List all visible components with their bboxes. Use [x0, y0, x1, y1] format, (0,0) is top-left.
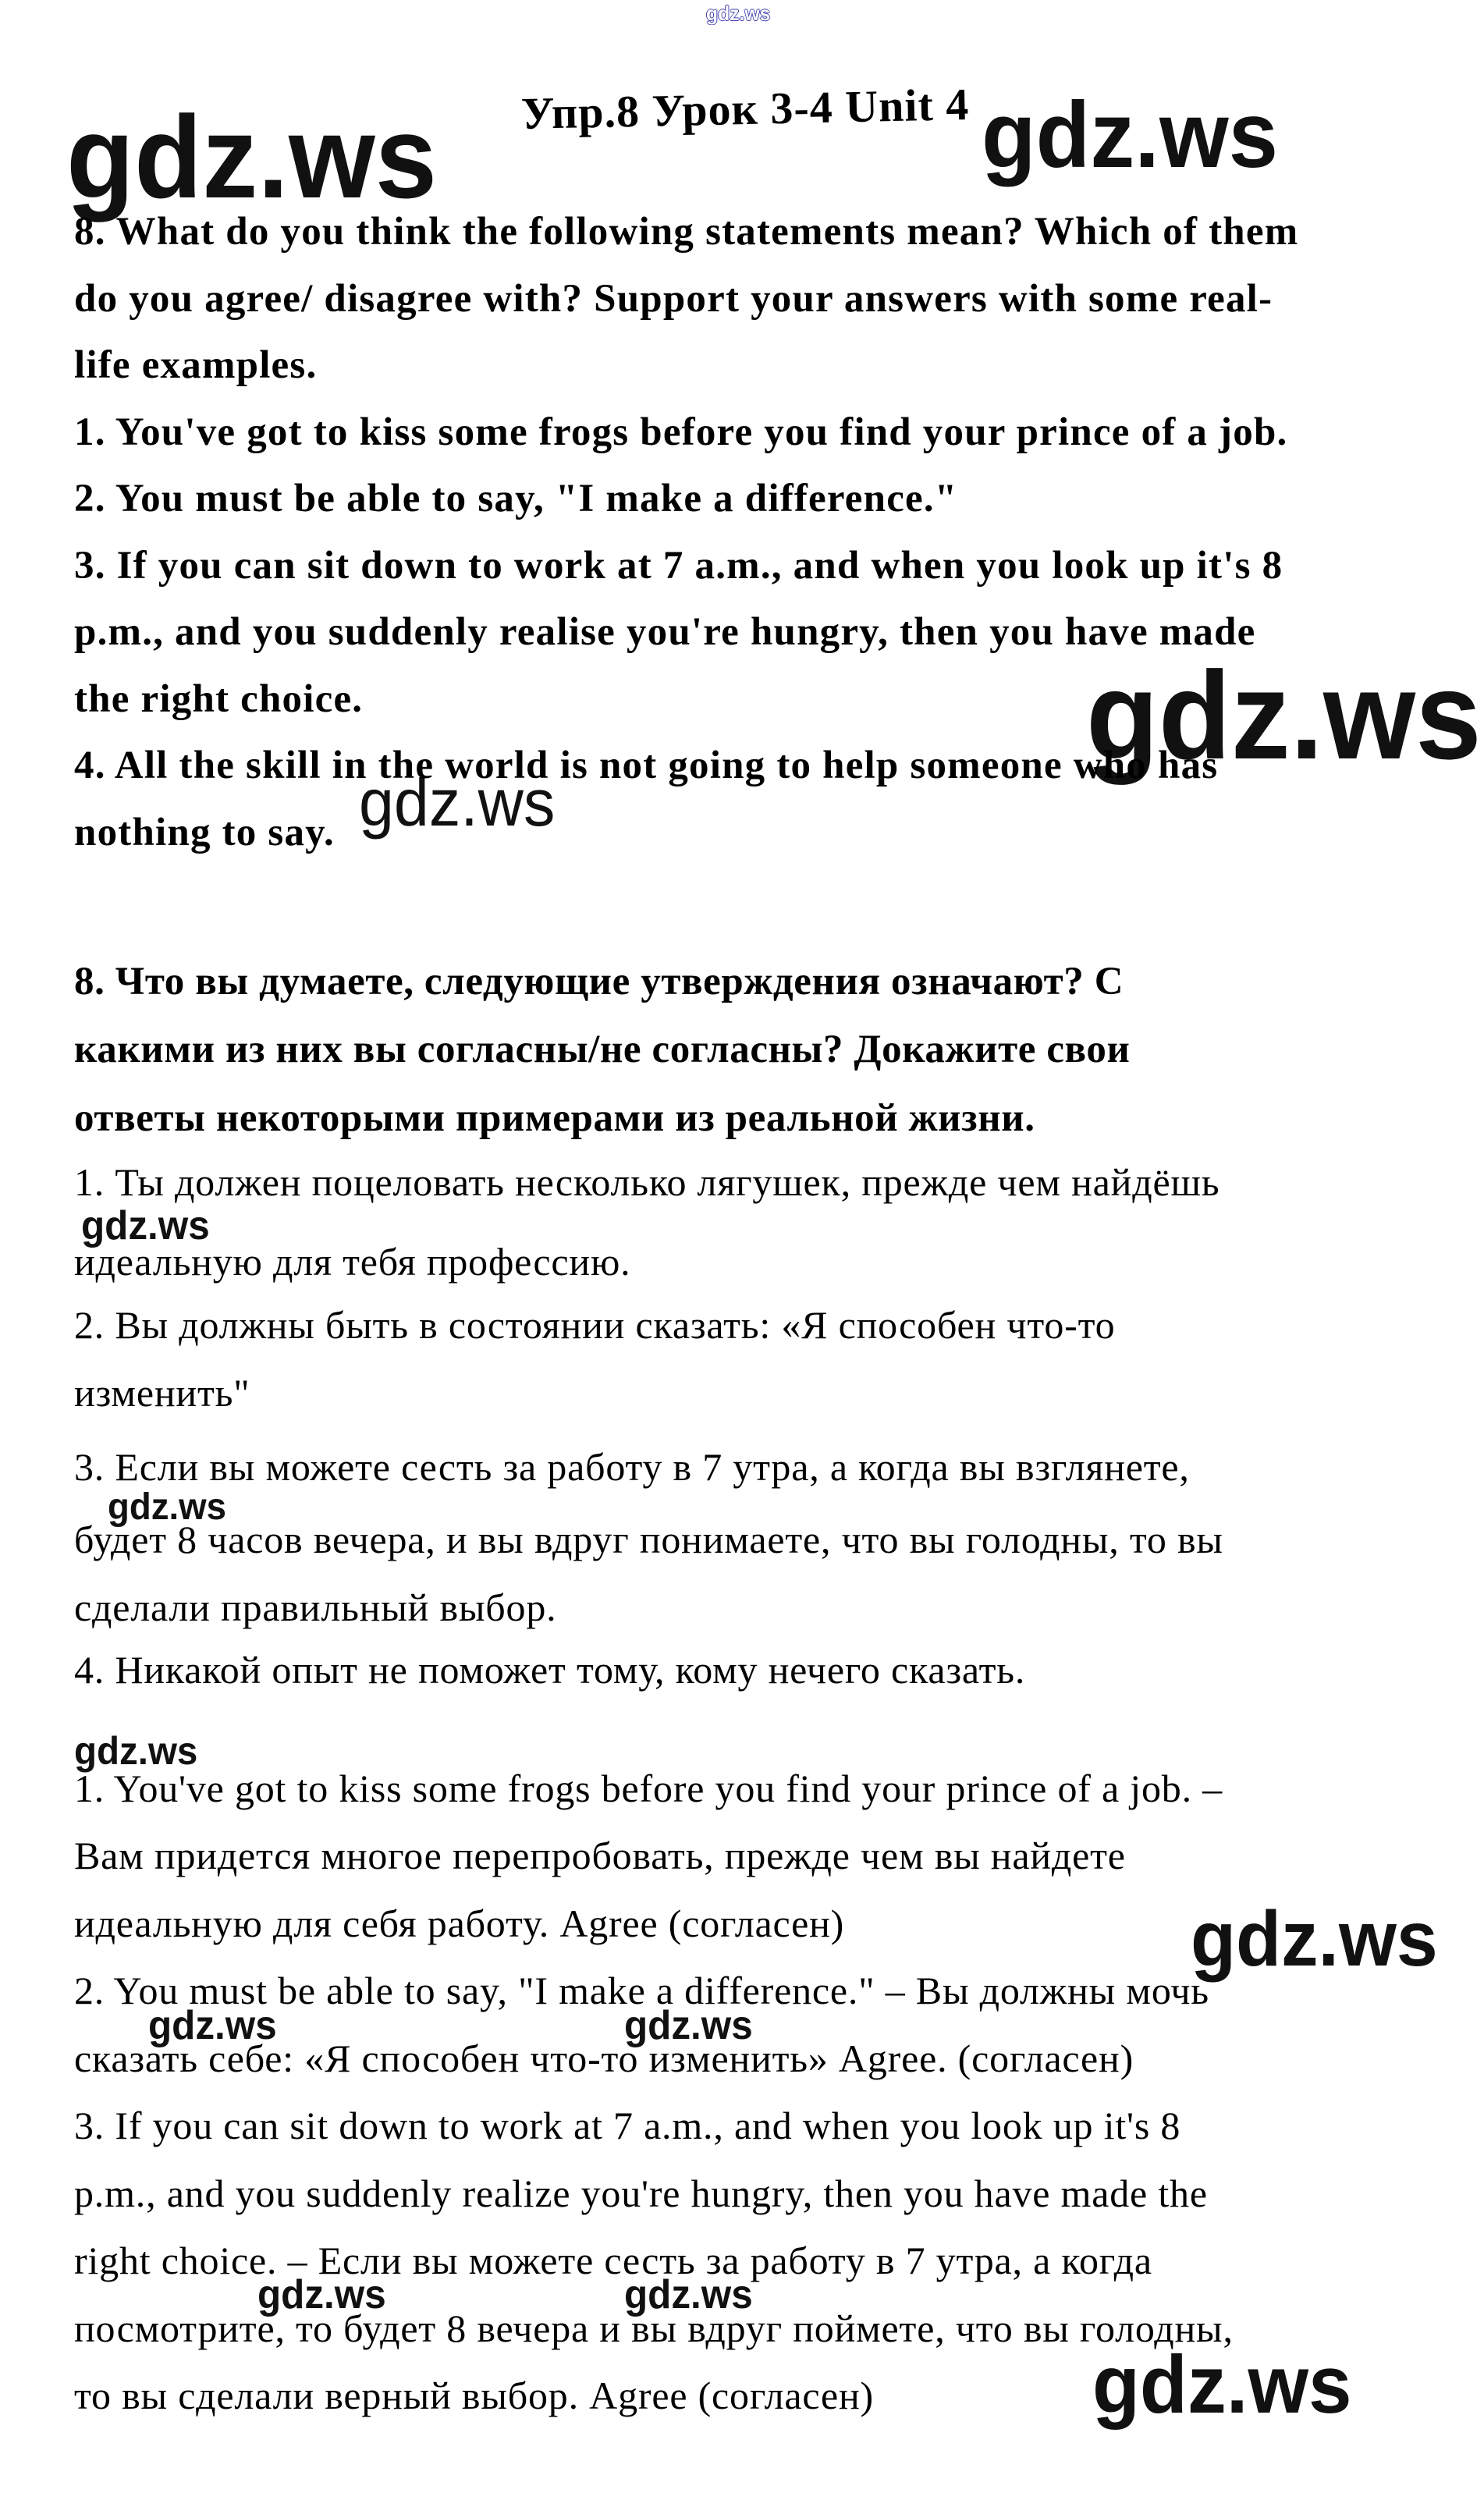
- english-task-line: do you agree/ disagree with? Support your answers with some real-: [74, 277, 1273, 321]
- answer-line: p.m., and you suddenly realize you're hungry, then you have made the: [74, 2172, 1208, 2215]
- answer-line: посмотрите, то будет 8 вечера и вы вдруг поймете, что вы голодны,: [74, 2306, 1234, 2350]
- english-task-line: life examples.: [74, 343, 318, 387]
- watermark-gdz-after-say: gdz.ws: [359, 766, 556, 840]
- english-task-line: 8. What do you think the following statements mean? Which of them: [74, 210, 1299, 254]
- russian-task-line: 2. Вы должны быть в состоянии сказать: «Я способен что-то: [74, 1303, 1116, 1347]
- russian-task-heading-line: ответы некоторыми примерами из реальной жизни.: [74, 1096, 1035, 1140]
- english-task-line: 2. You must be able to say, "I make a difference.": [74, 477, 958, 520]
- watermark-gdz-pair2-left: gdz.ws: [257, 2272, 386, 2317]
- russian-task-line: сделали правильный выбор.: [74, 1586, 557, 1629]
- answer-line: сказать себе: «Я способен что-то изменить» Agree. (согласен): [74, 2037, 1134, 2080]
- english-task-line: p.m., and you suddenly realise you're hungry, then you have made: [74, 610, 1256, 654]
- answer-line: 1. You've got to kiss some frogs before you find your prince of a job. –: [74, 1767, 1223, 1810]
- answer-line: 3. If you can sit down to work at 7 a.m., and when you look up it's 8: [74, 2104, 1181, 2147]
- answer-line: Вам придется многое перепробовать, прежде чем вы найдете: [74, 1834, 1126, 1877]
- exercise-title: Упр.8 Урок 3-4 Unit 4: [520, 78, 970, 139]
- english-task-line: the right choice.: [74, 677, 364, 721]
- watermark-gdz-small-1: gdz.ws: [81, 1203, 210, 1248]
- watermark-gdz-right-mid: gdz.ws: [1086, 645, 1482, 785]
- english-task-line: nothing to say.: [74, 811, 335, 854]
- watermark-gdz-pair1-right: gdz.ws: [624, 2003, 753, 2048]
- russian-task-line: изменить": [74, 1371, 250, 1415]
- watermark-gdz-small-3: gdz.ws: [74, 1729, 198, 1773]
- answer-line: right choice. – Если вы можете сесть за работу в 7 утра, а когда: [74, 2239, 1152, 2282]
- russian-task-line: будет 8 часов вечера, и вы вдруг понимаете, что вы голодны, то вы: [74, 1518, 1223, 1561]
- answer-line: идеальную для себя работу. Agree (согласен): [74, 1902, 845, 1945]
- english-task-line: 1. You've got to kiss some frogs before you find your prince of a job.: [74, 410, 1288, 454]
- english-task-line: 4. All the skill in the world is not going to help someone who has: [74, 744, 1219, 787]
- russian-task-heading-line: какими из них вы согласны/не согласны? Докажите свои: [74, 1028, 1131, 1071]
- watermark-gdz-title-right: gdz.ws: [982, 83, 1279, 187]
- watermark-gdz-top-blue: gdz.ws: [706, 2, 771, 25]
- russian-task-heading-line: 8. Что вы думаете, следующие утверждения означают? С: [74, 960, 1124, 1003]
- russian-task-line: 3. Если вы можете сесть за работу в 7 утра, а когда вы взглянете,: [74, 1445, 1190, 1489]
- answer-line: 2. You must be able to say, "I make a difference." – Вы должны мочь: [74, 1969, 1209, 2012]
- watermark-gdz-bottom-right: gdz.ws: [1092, 2339, 1352, 2431]
- watermark-gdz-pair1-left: gdz.ws: [148, 2003, 277, 2048]
- watermark-gdz-small-2: gdz.ws: [108, 1486, 227, 1528]
- answer-line: то вы сделали верный выбор. Agree (согласен): [74, 2374, 874, 2417]
- russian-task-line: идеальную для тебя профессию.: [74, 1240, 631, 1284]
- russian-task-line: 4. Никакой опыт не поможет тому, кому нечего сказать.: [74, 1648, 1026, 1692]
- english-task-line: 3. If you can sit down to work at 7 a.m., and when you look up it's 8: [74, 544, 1283, 588]
- watermark-gdz-pair2-right: gdz.ws: [624, 2272, 753, 2317]
- russian-task-line: 1. Ты должен поцеловать несколько лягушек, прежде чем найдёшь: [74, 1160, 1220, 1204]
- watermark-gdz-answers-right: gdz.ws: [1191, 1895, 1438, 1983]
- watermark-gdz-left-large: gdz.ws: [66, 91, 438, 222]
